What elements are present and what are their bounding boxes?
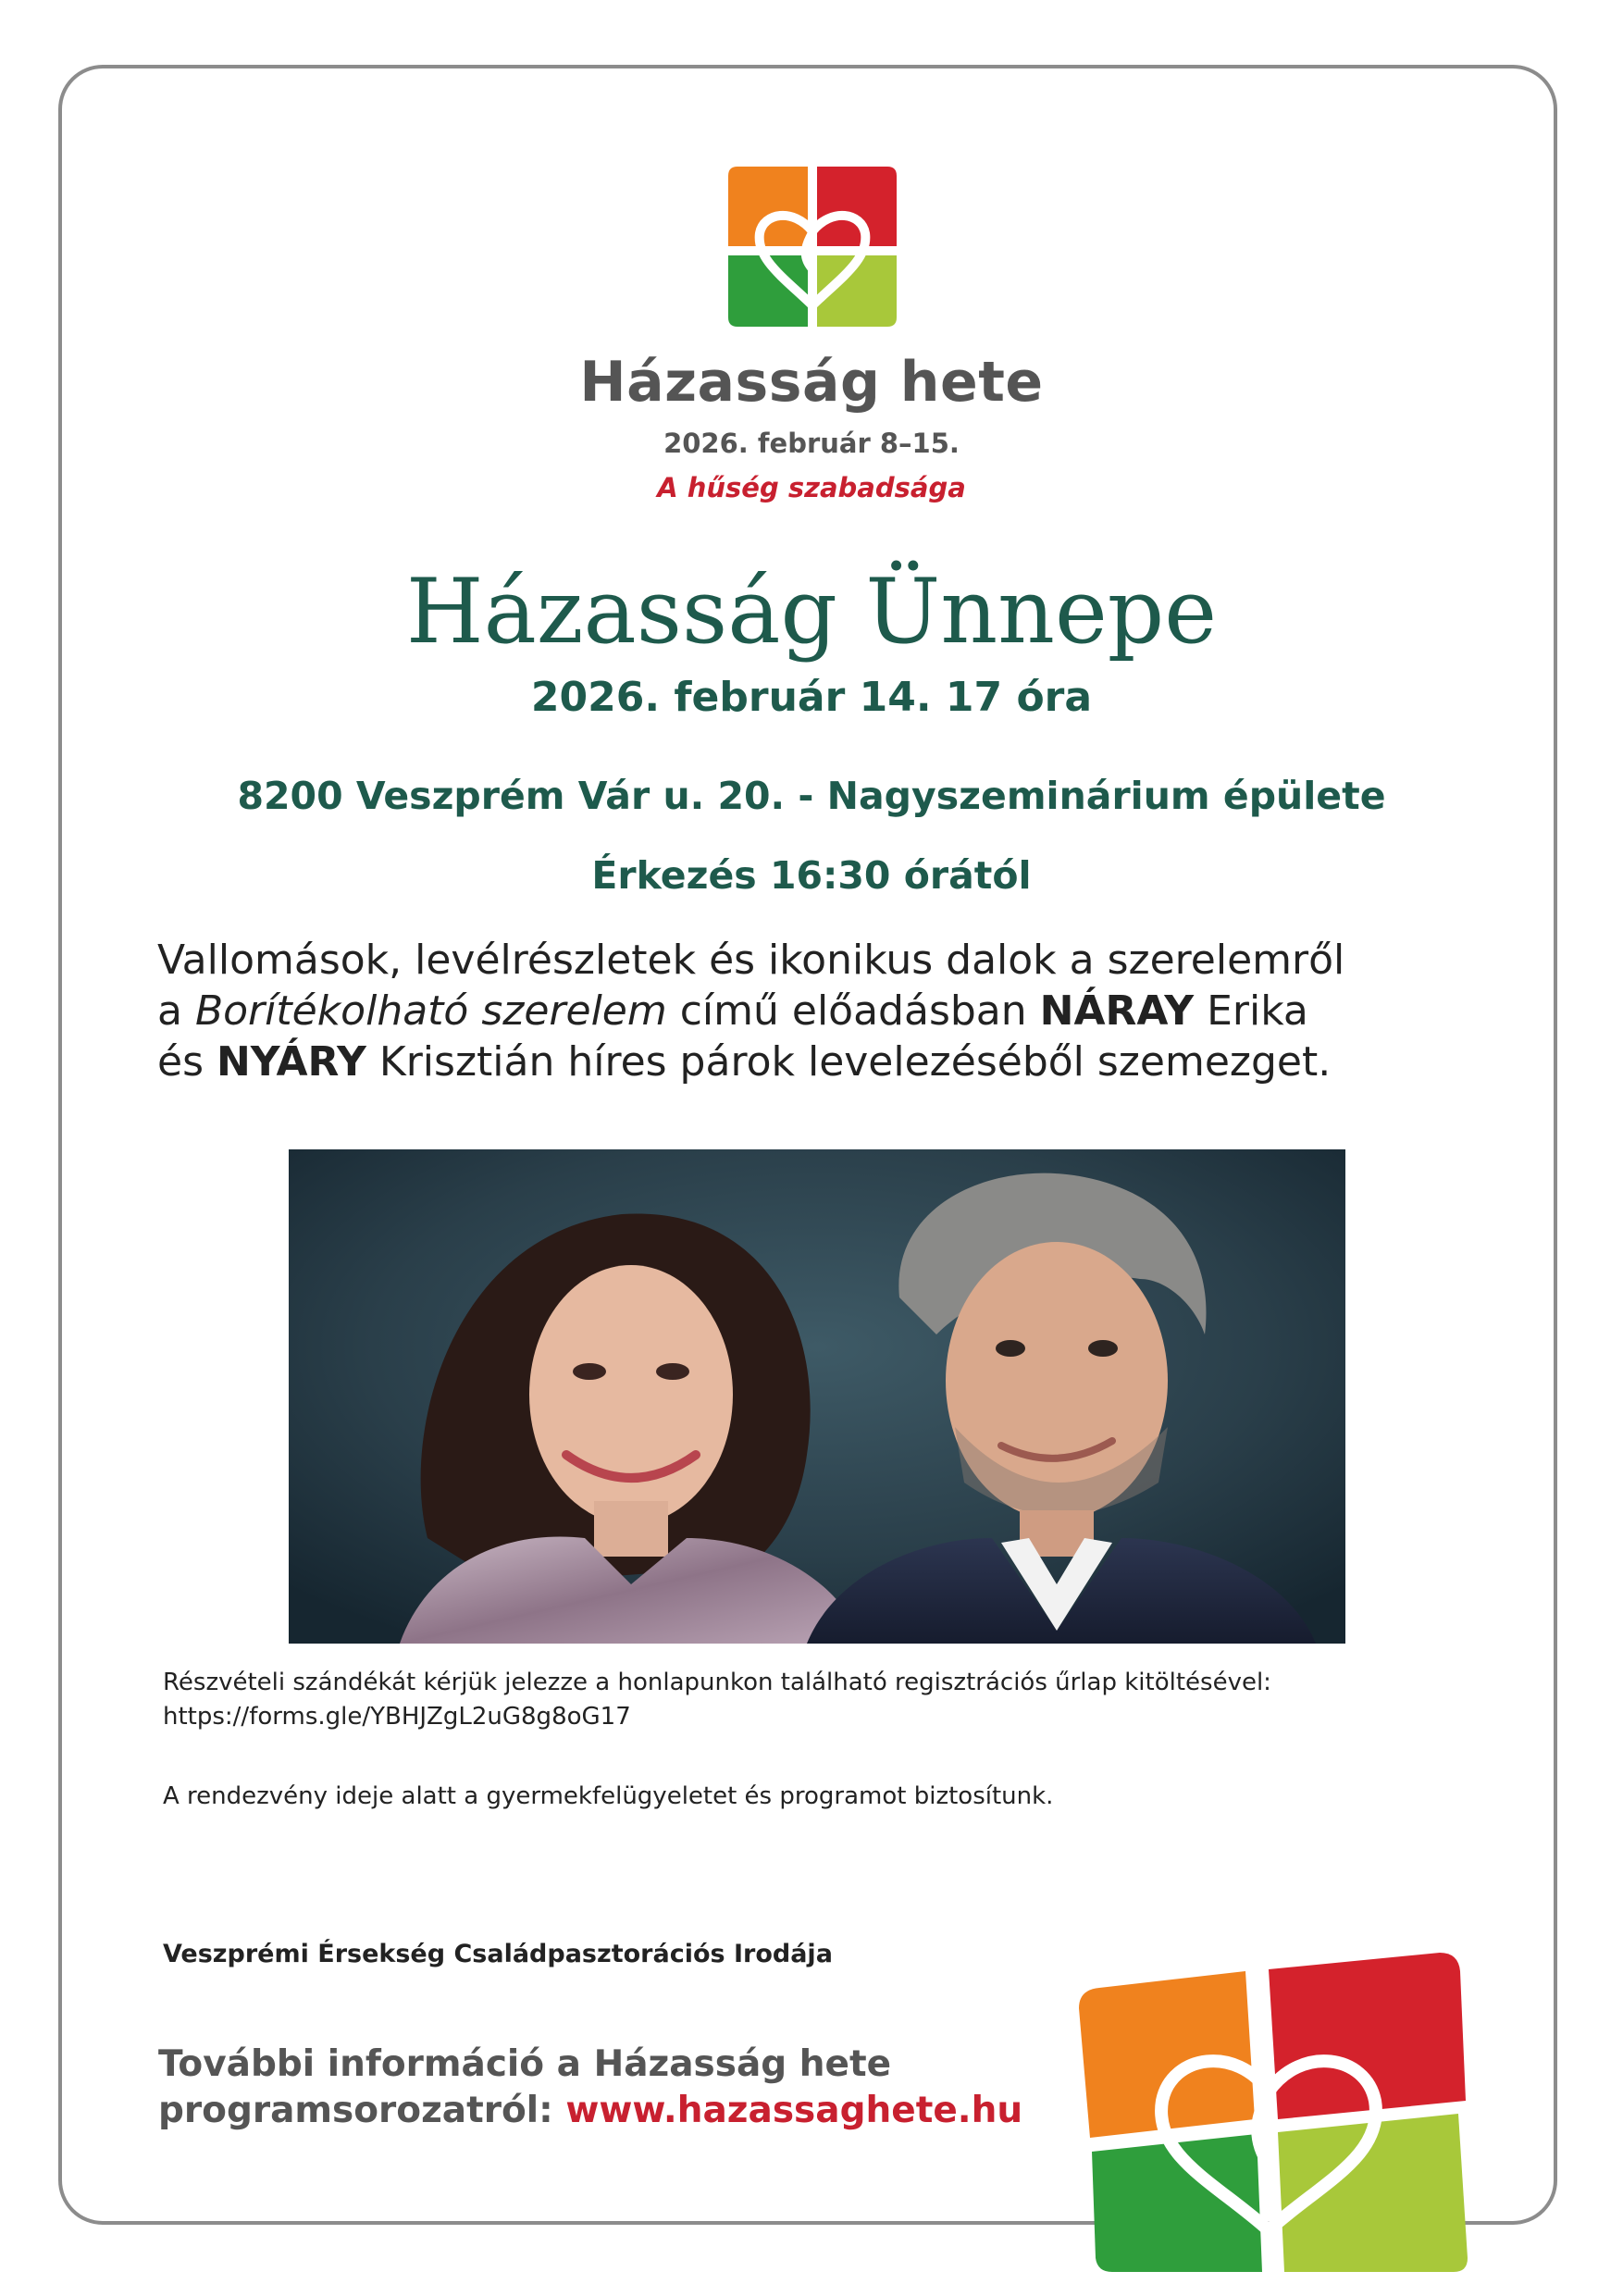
registration-text: Részvételi szándékát kérjük jelezze a honlapunkon található regisztrációs űrlap kitöltésével: [163,1669,1271,1696]
more-info-line-1: További információ a Házasság hete [158,2043,892,2085]
more-info-line-2: programsorozatról: www.hazassaghete.hu [158,2090,1023,2131]
brand-title: Házasság hete [579,350,1044,415]
event-address: 8200 Veszprém Vár u. 20. - Nagyszeminárium épülete [237,774,1386,818]
brand-dates: 2026. február 8–15. [663,428,960,459]
more-info [158,2042,1022,2134]
description-line-2: a Borítékolható szerelem című előadásban NÁRAY Erika [157,987,1308,1035]
performer-nyary: NYÁRY [216,1038,366,1086]
registration-note [163,1666,1477,1734]
website-link[interactable]: www.hazassaghete.hu [565,2090,1023,2131]
hazassag-hete-logo-large [1079,1953,1468,2272]
event-datetime: 2026. február 14. 17 óra [530,674,1093,721]
performer-naray: NÁRAY [1039,987,1195,1035]
description-line-1: Vallomások, levélrészletek és ikonikus dalok a szerelemről [157,937,1345,984]
event-arrival: Érkezés 16:30 órától [591,853,1032,898]
childcare-note: A rendezvény ideje alatt a gyermekfelügyeletet és programot biztosítunk. [163,1782,1054,1810]
hazassag-hete-logo [728,167,897,327]
show-title: Borítékolható szerelem [194,987,667,1035]
description-line-3: és NYÁRY Krisztián híres párok levelezéséből szemezget. [157,1038,1332,1086]
event-title: Házasság Ünnepe [405,560,1218,664]
brand-tagline: A hűség szabadsága [657,472,966,503]
event-description [157,935,1481,1087]
registration-form-link[interactable]: https://forms.gle/YBHJZgL2uG8g8oG17 [163,1703,631,1731]
performers-photo [289,1149,1345,1644]
organizer: Veszprémi Érsekség Családpasztorációs Irodája [163,1940,833,1968]
